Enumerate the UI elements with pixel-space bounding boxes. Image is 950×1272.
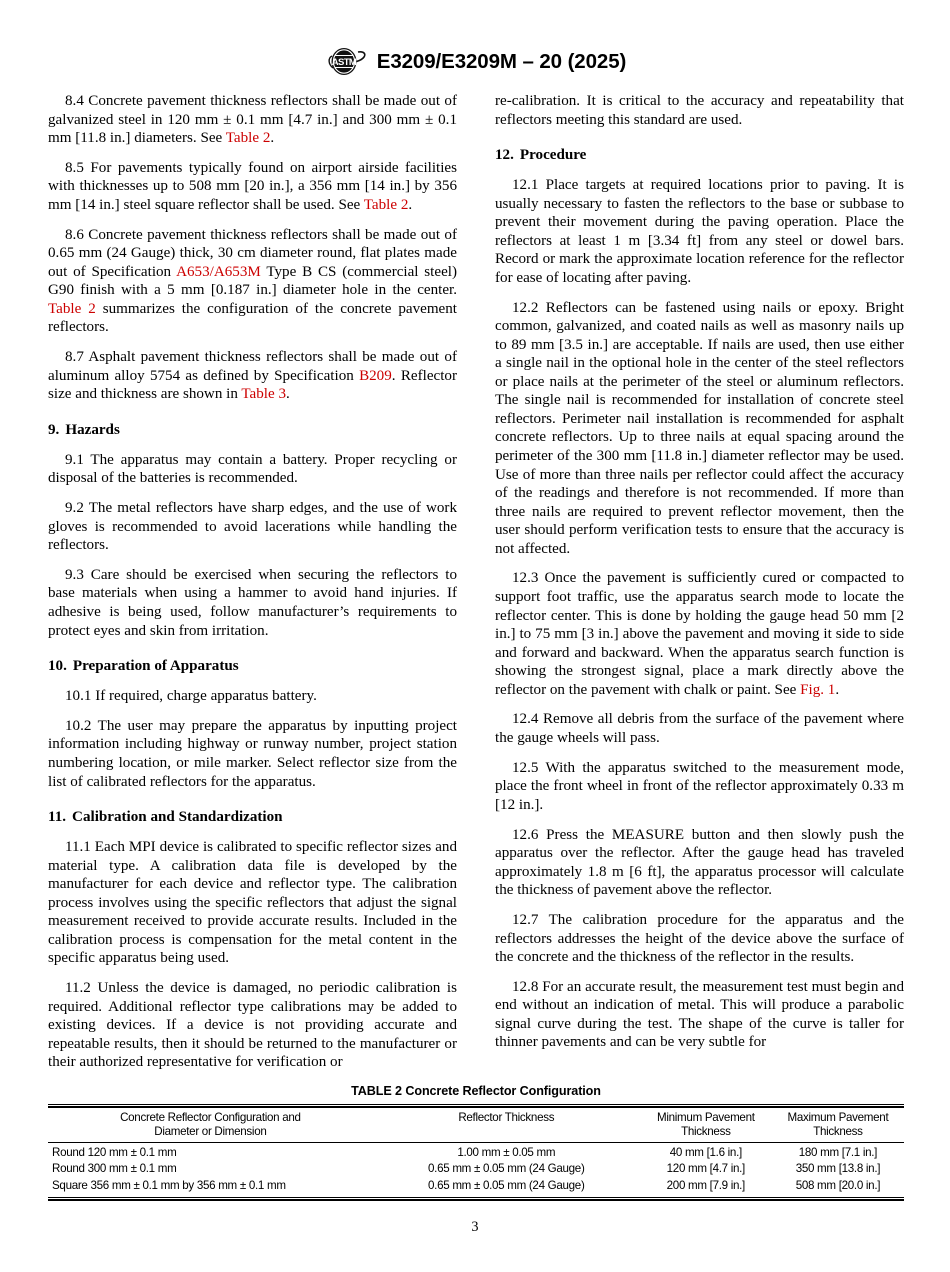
link-table-2[interactable]: Table 2 bbox=[225, 130, 271, 147]
paragraph-9-1: 9.1 The apparatus may contain a battery. Proper recycling or disposal of the batteries is recommended. bbox=[48, 451, 457, 487]
paragraph-10-1: 10.1 If required, charge apparatus battery. bbox=[65, 688, 317, 705]
text-run: 8.4 Concrete pavement thickness reflectors shall be made out of galvanized steel in 120 mm ± 0.1 mm [4.7 in.] and 300 mm ± 0.1 mm [11.8 in.] diameters. See bbox=[48, 93, 457, 147]
link-table-3[interactable]: Table 3 bbox=[241, 386, 287, 403]
section-number: 12. bbox=[495, 147, 514, 164]
table-header bbox=[48, 1108, 904, 1143]
cell-min-pavement-thickness: 120 mm [4.7 in.] bbox=[666, 1162, 745, 1176]
section-title: Procedure bbox=[519, 147, 587, 164]
header-line: Thickness bbox=[681, 1124, 731, 1138]
page-footer bbox=[0, 1219, 950, 1236]
paragraph-12-8 bbox=[495, 978, 904, 1052]
section-heading-10 bbox=[48, 657, 457, 676]
link-a653-a653m[interactable]: A653/A653M bbox=[176, 263, 261, 280]
astm-logo bbox=[324, 46, 368, 77]
paragraph-9-3: 9.3 Care should be exercised when securing the reflectors to base materials when using a hammer to avoid hand injuries. If adhesive is being used, follow manufacturer’s requirements to protect eyes and skin from irritation. bbox=[48, 566, 457, 639]
text-run: . Reflector size and thickness are shown in bbox=[48, 367, 457, 403]
table-row bbox=[48, 1143, 904, 1162]
cell-max-pavement-thickness: 350 mm [13.8 in.] bbox=[795, 1162, 881, 1176]
column-header-min-pavement-thickness bbox=[640, 1108, 772, 1143]
text-run: 8.5 For pavements typically found on airport airside facilities with thicknesses up to 508 mm [20 in.], a 356 mm [14 in.] by 356 mm [14 in.] steel square reflector shall be used. See bbox=[48, 159, 457, 213]
table-body bbox=[48, 1143, 904, 1198]
text-run: 12.2 Reflectors can be fastened using nails or epoxy. Bright common, galvanized, and coated nails as well as masonry nails up to 89 mm [3.5 in.] are acceptable. If nails are used, then use either a single nail in the optional hole in the center of the steel reflectors or place nails at the perimeter of the steel or aluminum reflectors. The single nail is recommended for installation of concrete steel reflectors. Perimeter nail installation is recommended for asphalt concrete reflectors. Up to three nails at equal spacing around the perimeter of the 300 mm [11.8 in.] diameter reflector may be used. Use of more than three nails per reflector could affect the accuracy of the readings and therefore is not recommended. If more than three nails are required to prevent reflector movement, then the user should perform verification tests to ensure that the accuracy is not affected. bbox=[495, 299, 904, 557]
paragraph-12-4 bbox=[495, 710, 904, 747]
paragraph-12-7 bbox=[495, 911, 904, 967]
paragraph-8-5 bbox=[48, 159, 457, 215]
header-line: Thickness bbox=[813, 1124, 863, 1138]
column-header-configuration bbox=[48, 1108, 373, 1143]
cell-configuration: Square 356 mm ± 0.1 mm by 356 mm ± 0.1 mm bbox=[52, 1179, 286, 1193]
section-number: 10. bbox=[48, 658, 67, 675]
cell-reflector-thickness: 0.65 mm ± 0.05 mm (24 Gauge) bbox=[428, 1179, 585, 1193]
cell-reflector-thickness: 1.00 mm ± 0.05 mm bbox=[457, 1145, 556, 1159]
table-header-row bbox=[48, 1108, 904, 1143]
header-line: Diameter or Dimension bbox=[154, 1124, 267, 1138]
text-run: . bbox=[408, 196, 413, 213]
text-run: 8.7 Asphalt pavement thickness reflectors shall be made out of aluminum alloy 5754 as defined by Specification bbox=[48, 349, 457, 384]
cell-max-pavement-thickness: 180 mm [7.1 in.] bbox=[798, 1145, 878, 1159]
left-column bbox=[48, 92, 457, 1072]
paragraph-12-1 bbox=[495, 176, 904, 287]
paragraph-9-2: 9.2 The metal reflectors have sharp edges, and the use of work gloves is recommended to avoid lacerations while handling the reflectors. bbox=[48, 500, 457, 554]
text-run: . bbox=[835, 681, 840, 698]
paragraph-12-3 bbox=[495, 569, 904, 699]
table-2 bbox=[48, 1107, 904, 1197]
svg-text:ASTM: ASTM bbox=[331, 57, 357, 68]
table-row bbox=[48, 1161, 904, 1178]
cell-min-pavement-thickness: 40 mm [1.6 in.] bbox=[669, 1145, 742, 1159]
paragraph-10-2: 10.2 The user may prepare the apparatus by inputting project information including highway or runway number, project station numbering location, or mile marker. Select reflector size from the list of calibrated reflectors for the apparatus. bbox=[48, 717, 457, 790]
header-line: Maximum Pavement bbox=[787, 1111, 889, 1124]
cell-max-pavement-thickness: 508 mm [20.0 in.] bbox=[795, 1179, 881, 1193]
paragraph-continued: re-calibration. It is critical to the accuracy and repeatability that reflectors meeting this standard are used. bbox=[495, 93, 904, 128]
right-column bbox=[495, 92, 904, 1072]
paragraph-12-6 bbox=[495, 826, 904, 900]
text-run: 12.7 The calibration procedure for the apparatus and the reflectors addresses the height of the device above the surface of the concrete and the thickness of the reflector in the results. bbox=[495, 911, 904, 966]
paragraph-12-2 bbox=[495, 299, 904, 559]
text-run: . bbox=[286, 386, 290, 403]
cell-configuration: Round 300 mm ± 0.1 mm bbox=[52, 1162, 177, 1176]
link-table-2[interactable]: Table 2 bbox=[48, 300, 96, 317]
standard-designation-title: E3209/E3209M – 20 (2025) bbox=[376, 49, 627, 73]
section-number: 9. bbox=[48, 421, 60, 438]
text-run: 12.8 For an accurate result, the measurement test must begin and end without an indication of metal. This will produce a parabolic signal curve during the test. The shape of the curve is taller for thinner pavements and can be very subtle for bbox=[495, 978, 904, 1051]
table-caption: TABLE 2 Concrete Reflector Configuration bbox=[351, 1084, 601, 1098]
section-heading-9 bbox=[48, 421, 457, 440]
cell-configuration: Round 120 mm ± 0.1 mm bbox=[52, 1145, 177, 1159]
table-2-container bbox=[48, 1084, 904, 1201]
section-title: Preparation of Apparatus bbox=[72, 658, 239, 675]
link-b209[interactable]: B209 bbox=[359, 367, 392, 384]
text-run: 12.6 Press the MEASURE button and then slowly push the apparatus over the reflector. After the gauge head has traveled approximately 1.8 m [6 ft], the apparatus processor will calculate the thickness of pavement above the reflector. bbox=[495, 826, 904, 899]
paragraph-8-7 bbox=[48, 348, 457, 404]
section-heading-11 bbox=[48, 808, 457, 827]
column-header-max-pavement-thickness bbox=[772, 1108, 904, 1143]
text-run: 8.6 Concrete pavement thickness reflectors shall be made out of 0.65 mm (24 Gauge) thick, 30 cm diameter round, flat plates made out of Specification bbox=[48, 226, 457, 280]
text-run: 12.5 With the apparatus switched to the measurement mode, place the front wheel in front of the reflector approximately 0.33 m [12 in.]. bbox=[495, 759, 904, 813]
cell-min-pavement-thickness: 200 mm [7.9 in.] bbox=[666, 1179, 745, 1193]
paragraph-8-6 bbox=[48, 226, 457, 337]
link-table-2[interactable]: Table 2 bbox=[363, 196, 409, 213]
page-number: 3 bbox=[471, 1219, 479, 1235]
text-run: Type B CS (commercial steel) G90 finish with a 5 mm [0.187 in.] diameter hole in the center. bbox=[48, 263, 457, 299]
header-line: Minimum Pavement bbox=[657, 1111, 755, 1124]
text-run: 12.3 Once the pavement is sufficiently cured or compacted to support foot traffic, use the apparatus search mode to locate the reflector center. This is done by holding the gauge head 50 mm [2 in.] to 75 mm [3 in.] above the pavement and moving it side to side and forward and backward. When the apparatus search function is showing the strongest signal, place a mark directly above the reflector on the pavement with chalk or paint. See bbox=[495, 570, 904, 698]
paragraph-11-2: 11.2 Unless the device is damaged, no periodic calibration is required. Additional reflector type calibrations may be added to existing devices. If a device is not providing accurate and repeatable results, then it should be returned to the manufacturer or their authorized representative for verification or bbox=[48, 980, 457, 1071]
link-fig-1[interactable]: Fig. 1 bbox=[800, 681, 836, 698]
text-run: . bbox=[270, 130, 275, 147]
paragraph-11-1: 11.1 Each MPI device is calibrated to specific reflector sizes and material type. A calibration data file is developed by the manufacturer for each device and reflector type. The calibration process involves using the specific reflectors that adjust the signal measurement received to provide accurate results. Included in the calibration process is compensation for the metal content in the specific apparatus being used. bbox=[48, 839, 457, 967]
table-bottom-rule bbox=[48, 1197, 904, 1201]
section-title: Calibration and Standardization bbox=[72, 809, 283, 826]
table-row bbox=[48, 1178, 904, 1197]
text-run: 12.4 Remove all debris from the surface of the pavement where the gauge wheels will pass. bbox=[495, 711, 904, 747]
text-run: summarizes the configuration of the concrete pavement reflectors. bbox=[48, 300, 458, 336]
cell-reflector-thickness: 0.65 mm ± 0.05 mm (24 Gauge) bbox=[428, 1162, 585, 1176]
text-run: 12.1 Place targets at required locations prior to paving. It is usually necessary to fasten the reflectors to the base or subbase to prevent their movement during the paving operation. Place the reflectors at least 1 m [3.34 ft] from any steel or dowel bars. Record or mark the approximate location reference for the reflector for ease of locating after paving. bbox=[495, 177, 904, 286]
header-line: Reflector Thickness bbox=[458, 1111, 555, 1124]
paragraph-8-4 bbox=[48, 92, 457, 148]
section-heading-12 bbox=[495, 146, 904, 165]
paragraph-12-5 bbox=[495, 759, 904, 815]
page-header bbox=[0, 46, 950, 77]
two-column-body bbox=[48, 92, 904, 1072]
header-line: Concrete Reflector Configuration and bbox=[120, 1111, 301, 1124]
section-number: 11. bbox=[48, 809, 67, 826]
column-header-reflector-thickness bbox=[373, 1108, 640, 1143]
section-title: Hazards bbox=[65, 421, 120, 438]
